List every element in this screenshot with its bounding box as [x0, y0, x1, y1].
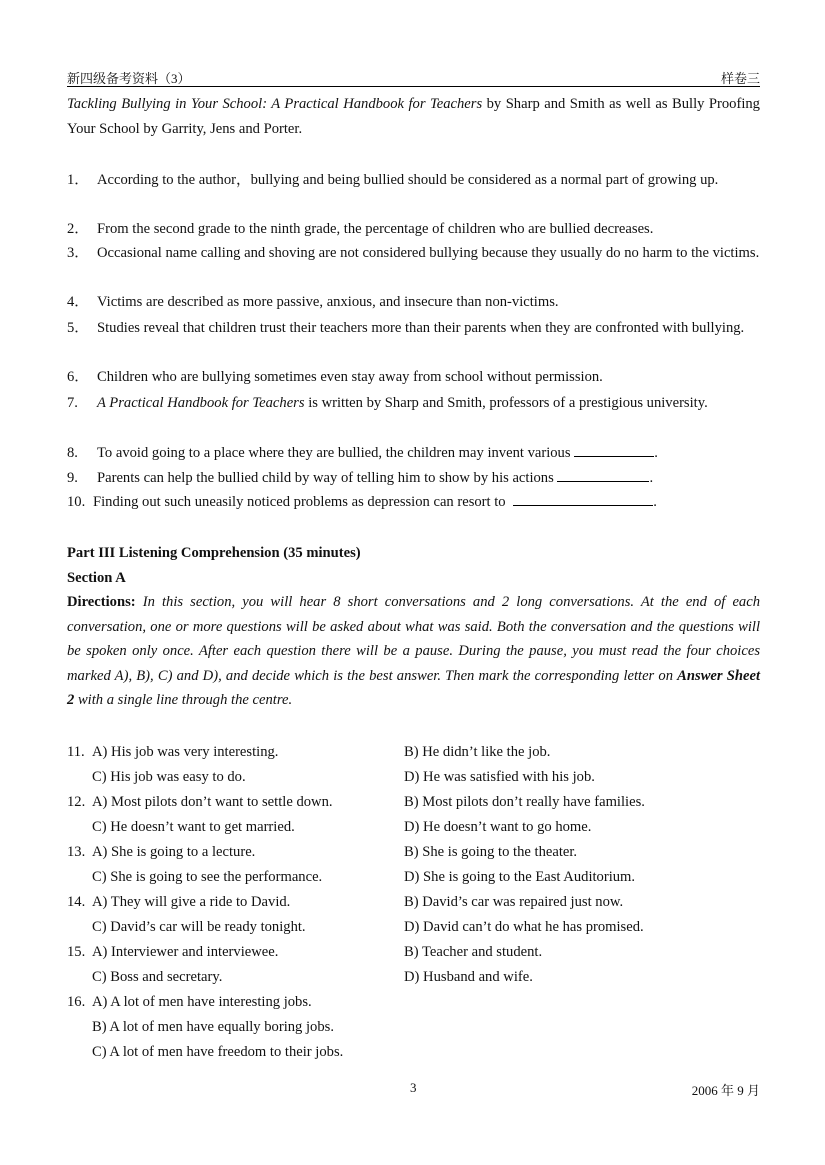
answer-blank[interactable]: [513, 491, 653, 506]
statement-text: is written by Sharp and Smith, professors of a prestigious university.: [304, 395, 708, 411]
option-b[interactable]: B) A lot of men have equally boring jobs.: [92, 1019, 334, 1035]
option-b[interactable]: B) Most pilots don’t really have families.: [404, 794, 645, 810]
question-number: 11.: [67, 744, 85, 760]
option-d[interactable]: D) He was satisfied with his job.: [404, 769, 595, 785]
question-text: Parents can help the bullied child by way of telling him to show by his actions: [97, 470, 554, 486]
question-end: .: [653, 494, 657, 510]
header-left: 新四级备考资料（3）: [67, 71, 191, 86]
option-c[interactable]: C) She is going to see the performance.: [92, 869, 323, 885]
question-9: [67, 466, 760, 491]
question-10: [67, 490, 760, 515]
directions-text: In this section, you will hear 8 short conversations and 2 long conversations. At the end of each conversation, one or more questions will be asked about what was said. Both the conversation and the questions will be spoken only once. After each question there will be a pause. During the pause, you must read the four choices marked A), B), C) and D), and decide which is the best answer. Then mark the corresponding letter on: [67, 594, 760, 684]
statement-number: 5．: [67, 320, 89, 336]
option-b[interactable]: B) She is going to the theater.: [404, 844, 578, 860]
directions-text-end: with a single line through the centre.: [74, 692, 293, 708]
handbook-title: A Practical Handbook for Teachers: [97, 395, 305, 411]
statement-text: From the second grade to the ninth grade, the percentage of children who are bullied decreases.: [97, 221, 654, 237]
statement-2: [67, 217, 760, 242]
question-number: 13.: [67, 844, 86, 860]
option-a[interactable]: A) She is going to a lecture.: [92, 844, 256, 860]
statement-text: According to the author，bullying and being bullied should be considered as a normal part of growing up.: [97, 172, 719, 188]
option-c[interactable]: C) David’s car will be ready tonight.: [92, 919, 306, 935]
intro-rest: by Sharp and Smith as well as Bully Proofing Your School by Garrity, Jens and Porter.: [67, 96, 760, 137]
option-b[interactable]: B) Teacher and student.: [404, 944, 543, 960]
statement-7: [67, 391, 760, 416]
option-b[interactable]: B) He didn’t like the job.: [404, 744, 551, 760]
option-a[interactable]: A) Most pilots don’t want to settle down.: [92, 794, 333, 810]
question-number: 15.: [67, 944, 86, 960]
option-c[interactable]: C) He doesn’t want to get married.: [92, 819, 295, 835]
question-end: .: [654, 445, 658, 461]
header-right: 样卷三: [720, 71, 760, 86]
option-d[interactable]: D) Husband and wife.: [404, 969, 533, 985]
option-b[interactable]: B) David’s car was repaired just now.: [404, 894, 624, 910]
statement-5: [67, 316, 760, 341]
answer-blank[interactable]: [557, 467, 649, 482]
option-a[interactable]: A) Interviewer and interviewee.: [92, 944, 279, 960]
statement-1: [67, 168, 760, 193]
option-a[interactable]: A) They will give a ride to David.: [92, 894, 291, 910]
directions-paragraph: [67, 590, 760, 713]
statement-number: 1．: [67, 172, 89, 188]
question-number: 16.: [67, 994, 86, 1010]
statement-text: Occasional name calling and shoving are not considered bullying because they usually do no harm to the victims.: [97, 245, 760, 261]
statement-text: Victims are described as more passive, anxious, and insecure than non-victims.: [97, 294, 559, 310]
option-d[interactable]: D) David can’t do what he has promised.: [404, 919, 644, 935]
question-number: 14.: [67, 894, 86, 910]
statement-4: [67, 290, 760, 315]
question-text: To avoid going to a place where they are bullied, the children may invent various: [97, 445, 571, 461]
question-number: 8.: [67, 445, 78, 461]
question-text: Finding out such uneasily noticed problems as depression can resort to: [93, 494, 506, 510]
statement-3: [67, 241, 760, 266]
question-8: [67, 441, 760, 466]
page-number: 3: [410, 1080, 417, 1095]
option-c[interactable]: C) Boss and secretary.: [92, 969, 223, 985]
statement-number: 3．: [67, 245, 89, 261]
statement-text: Studies reveal that children trust their teachers more than their parents when they are confronted with bullying.: [97, 320, 745, 336]
statement-number: 4．: [67, 294, 89, 310]
intro-paragraph: [67, 92, 760, 141]
option-a[interactable]: A) His job was very interesting.: [92, 744, 279, 760]
footer-date: 2006 年 9 月: [691, 1083, 760, 1098]
statement-text: Children who are bullying sometimes even stay away from school without permission.: [97, 369, 603, 385]
intro-book-title: Tackling Bullying in Your School: A Practical Handbook for Teachers: [67, 96, 483, 112]
section-title: Section A: [67, 570, 126, 586]
option-d[interactable]: D) She is going to the East Auditorium.: [404, 869, 636, 885]
page-header: [67, 66, 760, 87]
question-number: 12.: [67, 794, 86, 810]
statement-number: 7.: [67, 395, 78, 411]
option-a[interactable]: A) A lot of men have interesting jobs.: [92, 994, 312, 1010]
option-d[interactable]: D) He doesn’t want to go home.: [404, 819, 592, 835]
option-c[interactable]: C) A lot of men have freedom to their jobs.: [92, 1044, 344, 1060]
part-title: Part III Listening Comprehension (35 minutes): [67, 545, 361, 561]
statement-number: 6．: [67, 369, 89, 385]
answer-blank[interactable]: [574, 442, 654, 457]
statement-6: [67, 365, 760, 390]
answer-sheet-ref: Answer Sheet 2: [67, 667, 761, 708]
directions-label: Directions:: [67, 594, 136, 610]
question-number: 10.: [67, 494, 86, 510]
question-end: .: [649, 470, 654, 486]
question-number: 9.: [67, 470, 78, 486]
option-c[interactable]: C) His job was easy to do.: [92, 769, 246, 785]
statement-number: 2．: [67, 221, 89, 237]
